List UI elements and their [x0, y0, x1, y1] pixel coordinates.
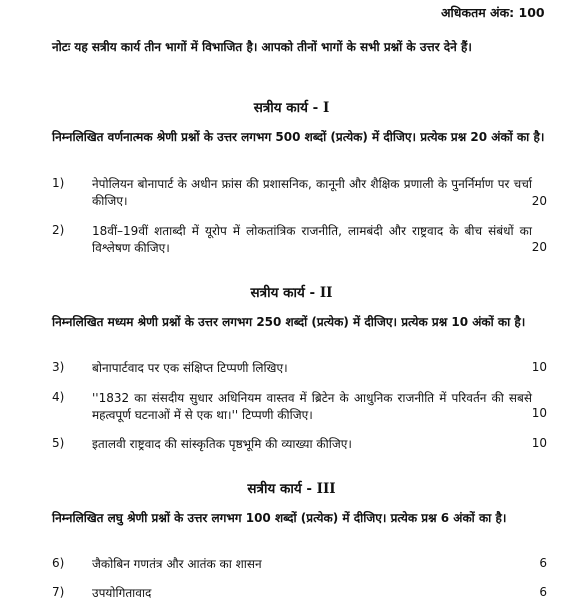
section-title-2: सत्रीय कार्य - II	[250, 285, 333, 301]
question-marks: 10	[531, 436, 547, 450]
question-number: 4)	[52, 390, 65, 404]
section-instruction-2: निम्नलिखित मध्यम श्रेणी प्रश्नों के उत्तर लगभग 250 शब्दों (प्रत्येक) में दीजिए। प्रत्येक प्रश्न 10 अंकों का है।	[52, 315, 526, 329]
question-number: 3)	[52, 360, 65, 374]
question-text: 18वीं–19वीं शताब्दी में यूरोप में लोकतांत्रिक राजनीति, लामबंदी और राष्ट्रवाद के बीच संबंधों का विश्लेषण कीजिए।	[92, 224, 532, 255]
question-marks: 10	[531, 406, 547, 420]
question-text: ''1832 का संसदीय सुधार अधिनियम वास्तव में ब्रिटेन के आधुनिक राजनीति में परिवर्तन की सबसे महत्वपूर्ण घटनाओं में से एक था।'' टिप्पणी कीजिए।	[92, 391, 532, 422]
question-number: 1)	[52, 176, 65, 190]
section-title-1: सत्रीय कार्य - I	[253, 100, 330, 116]
note-text: नोटः यह सत्रीय कार्य तीन भागों में विभाजित है। आपको तीनों भागों के सभी प्रश्नों के उत्तर देने हैं।	[52, 40, 472, 54]
question-number: 2)	[52, 223, 65, 237]
question-number: 6)	[52, 556, 65, 570]
question-text: जैकोबिन गणतंत्र और आतंक का शासन	[92, 557, 262, 571]
question-text: नेपोलियन बोनापार्ट के अधीन फ्रांस की प्रशासनिक, कानूनी और शैक्षिक प्रणाली के पुनर्निर्माण पर चर्चा कीजिए।	[92, 177, 532, 208]
question-number: 5)	[52, 436, 65, 450]
question-marks: 6	[539, 585, 547, 599]
question-marks: 6	[539, 556, 547, 570]
question-text: इतालवी राष्ट्रवाद की सांस्कृतिक पृष्ठभूमि की व्याख्या कीजिए।	[92, 437, 352, 451]
question-number: 7)	[52, 585, 65, 599]
question-text: उपयोगितावाद	[92, 586, 152, 600]
question-marks: 20	[531, 240, 547, 254]
section-instruction-1: निम्नलिखित वर्णनात्मक श्रेणी प्रश्नों के उत्तर लगभग 500 शब्दों (प्रत्येक) में दीजिए। प्रत्येक प्रश्न 20 अंकों का है।	[52, 130, 545, 144]
section-instruction-3: निम्नलिखित लघु श्रेणी प्रश्नों के उत्तर लगभग 100 शब्दों (प्रत्येक) में दीजिए। प्रत्येक प्रश्न 6 अंकों का है।	[52, 511, 507, 525]
cropped-top-text	[396, 0, 466, 2]
question-marks: 10	[531, 360, 547, 374]
section-title-3: सत्रीय कार्य - III	[247, 481, 336, 497]
max-marks: अधिकतम अंक: 100	[441, 5, 545, 20]
question-text: बोनापार्टवाद पर एक संक्षिप्त टिप्पणी लिखिए।	[92, 361, 288, 375]
question-marks: 20	[531, 194, 547, 208]
